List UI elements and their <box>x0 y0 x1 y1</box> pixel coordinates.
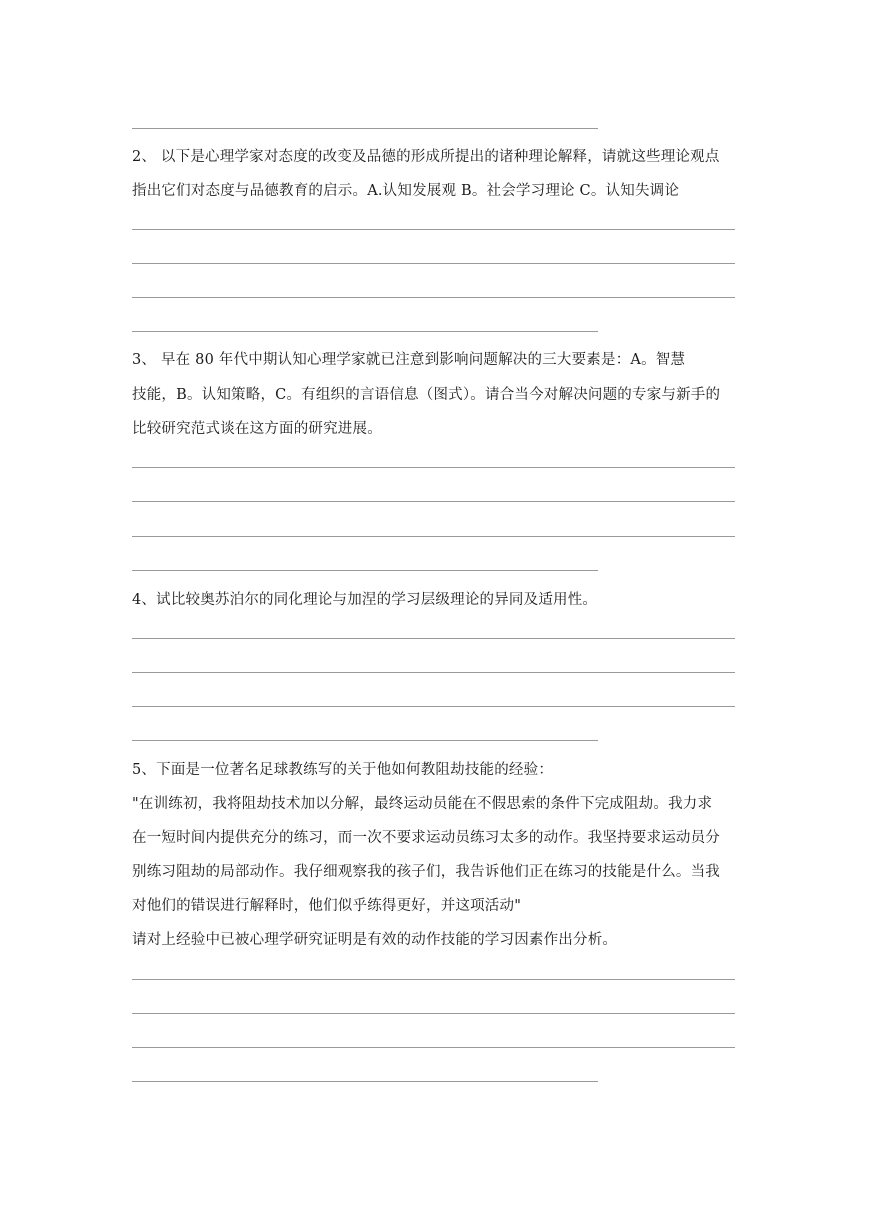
answer-line <box>132 1013 735 1014</box>
answer-line <box>132 229 735 230</box>
answer-line <box>132 1047 735 1048</box>
question-5-line-6: 请对上经验中已被心理学研究证明是有效的动作技能的学习因素作出分析。 <box>132 932 618 948</box>
answer-line <box>132 740 598 741</box>
answer-line <box>132 263 735 264</box>
question-5-line-1: 5、下面是一位著名足球教练写的关于他如何教阻劫技能的经验： <box>132 762 554 778</box>
answer-line <box>132 979 735 980</box>
question-3-line-3: 比较研究范式谈在这方面的研究进展。 <box>132 421 382 437</box>
answer-line <box>132 501 735 502</box>
answer-line <box>132 297 735 298</box>
question-4-line-1: 4、试比较奥苏泊尔的同化理论与加涅的学习层级理论的异同及适用性。 <box>132 592 598 608</box>
question-2-line-2: 指出它们对态度与品德教育的启示。A.认知发展观 B。社会学习理论 C。认知失调论 <box>132 183 680 199</box>
answer-line <box>132 570 598 571</box>
question-5-line-3: 在一短时间内提供充分的练习，而一次不要求运动员练习太多的动作。我坚持要求运动员分 <box>132 830 720 846</box>
answer-line <box>132 672 735 673</box>
answer-line <box>132 331 598 332</box>
question-5-line-5: 对他们的错误进行解释时，他们似乎练得更好，并这项活动" <box>132 898 522 914</box>
answer-line <box>132 128 598 129</box>
question-5-line-2: "在训练初，我将阻劫技术加以分解，最终运动员能在不假思索的条件下完成阻劫。我力求 <box>132 796 713 812</box>
answer-line <box>132 706 735 707</box>
question-5-line-4: 别练习阻劫的局部动作。我仔细观察我的孩子们，我告诉他们正在练习的技能是什么。当我 <box>132 864 720 880</box>
answer-line <box>132 467 735 468</box>
question-2-line-1: 2、 以下是心理学家对态度的改变及品德的形成所提出的诸种理论解释，请就这些理论观点 <box>132 149 720 165</box>
question-3-line-1: 3、 早在 80 年代中期认知心理学家就已注意到影响问题解决的三大要素是：A。智慧 <box>132 352 686 368</box>
answer-line <box>132 536 735 537</box>
answer-line <box>132 1081 598 1082</box>
answer-line <box>132 638 735 639</box>
question-3-line-2: 技能，B。认知策略，C。有组织的言语信息（图式）。请合当今对解决问题的专家与新手的 <box>132 387 721 403</box>
